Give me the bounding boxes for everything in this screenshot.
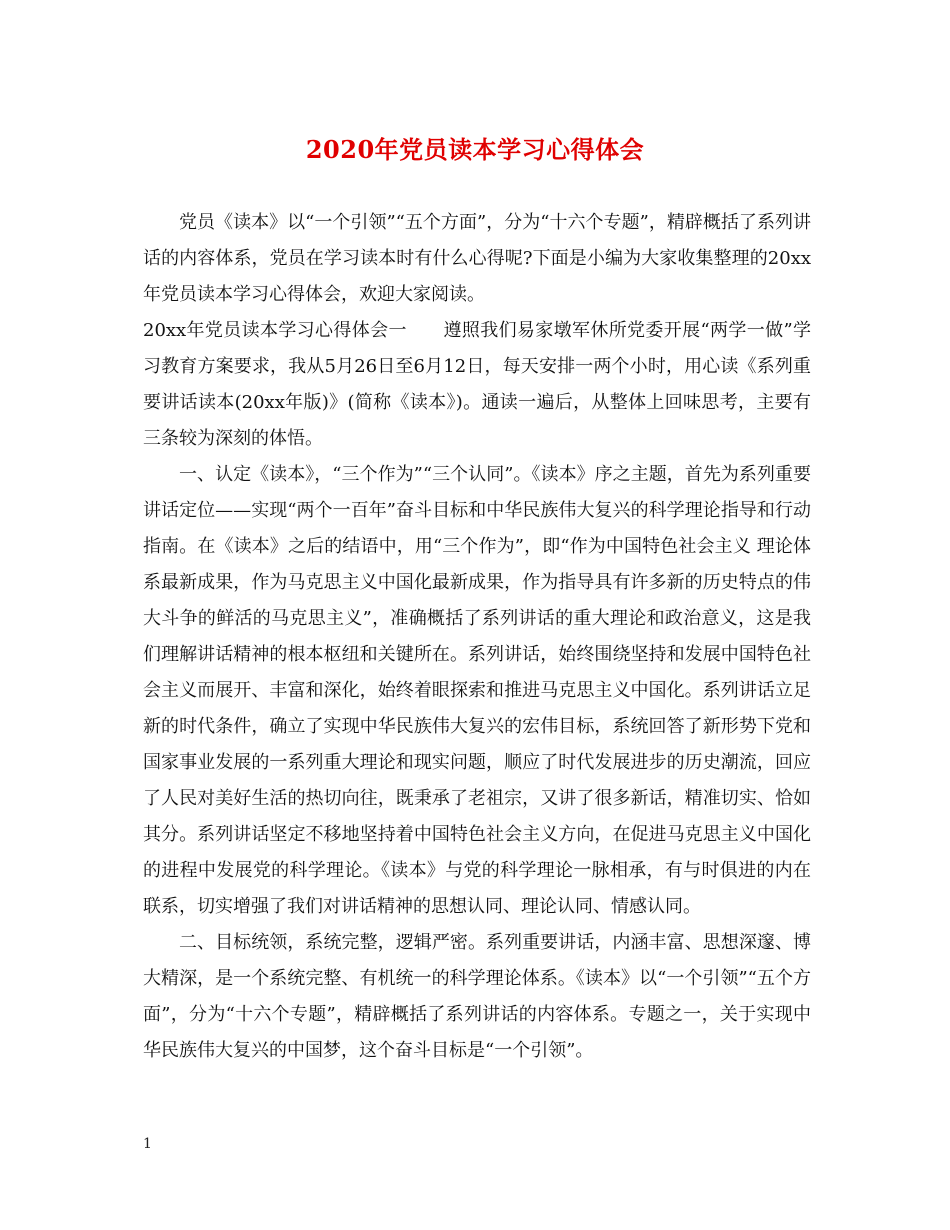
paragraph-point-one: 一、认定《读本》，“三个作为”“三个认同”。《读本》序之主题，首先为系列重要讲话定位——实现“两个一百年”奋斗目标和中华民族伟大复兴的科学理论指导和行动指南。在《读本》之后的结语中，用“三个作为”，即“作为中国特色社会主义 理论体系最新成果，作为马克思主义中国化最新成果，作为指导具有许多新的历史特点的伟大斗争的鲜活的马克思主义”，准确概括了系列讲话的重大理论和政治意义，这是我们理解讲话精神的根本枢纽和关键所在。系列讲话，始终围绕坚持和发展中国特色社会主义而展开、丰富和深化，始终着眼探索和推进马克思主义中国化。系列讲话立足新的时代条件，确立了实现中华民族伟大复兴的宏伟目标，系统回答了新形势下党和国家事业发展的一系列重大理论和现实问题，顺应了时代发展进步的历史潮流，回应了人民对美好生活的热切向往，既秉承了老祖宗，又讲了很多新话，精准切实、恰如其分。系列讲话坚定不移地坚持着中国特色社会主义方向，在促进马克思主义中国化的进程中发展党的科学理论。《读本》与党的科学理论一脉相承，有与时俱进的内在联系，切实增强了我们对讲话精神的思想认同、理论认同、情感认同。: [143, 464, 811, 917]
paragraph-intro: 党员《读本》以“一个引领”“五个方面”，分为“十六个专题”，精辟概括了系列讲话的内容体系，党员在学习读本时有什么心得呢?下面是小编为大家收集整理的20xx年党员读本学习心得体会，欢迎大家阅读。: [143, 212, 811, 305]
paragraph-point-two: 二、目标统领，系统完整，逻辑严密。系列重要讲话，内涵丰富、思想深邃、博大精深，是一个系统完整、有机统一的科学理论体系。《读本》以“一个引领”“五个方面”，分为“十六个专题”，精辟概括了系列讲话的内容体系。专题之一，关于实现中华民族伟大复兴的中国梦，这个奋斗目标是“一个引领”。: [143, 932, 811, 1061]
document-body: [143, 205, 811, 1069]
page-number: 1: [143, 1136, 152, 1152]
document-title: 2020年党员读本学习心得体会: [305, 135, 645, 164]
paragraph-article-opening: 20xx年党员读本学习心得体会一 遵照我们易家墩军休所党委开展“两学一做”学习教育方案要求，我从5月26日至6月12日，每天安排一两个小时，用心读《系列重要讲话读本(20xx年版)》(简称《读本》)。通读一遍后，从整体上回味思考，主要有三条较为深刻的体悟。: [143, 320, 811, 449]
